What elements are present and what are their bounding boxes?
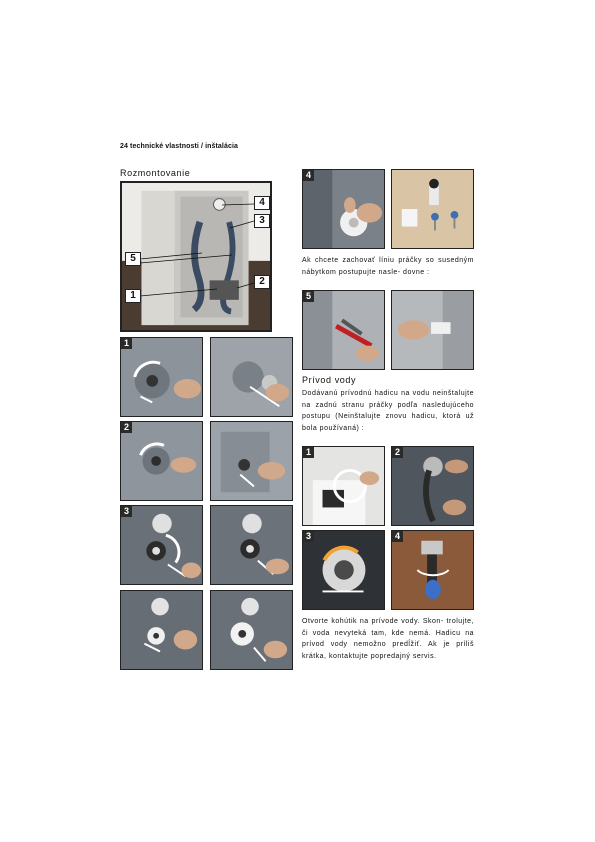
callout-2: 2	[254, 275, 270, 289]
unpack-step-1b-photo	[210, 337, 293, 417]
unpack-step-4b-photo	[210, 590, 293, 670]
step-4-cap-photo	[302, 169, 385, 249]
inlet-step-2-photo	[391, 446, 474, 526]
step-label: 2	[392, 447, 403, 458]
inlet-step-4-photo	[391, 530, 474, 610]
step-label: 3	[303, 531, 314, 542]
callout-3: 3	[254, 214, 270, 228]
machine-back-photo	[120, 181, 272, 332]
step-label: 1	[121, 338, 132, 349]
page-header: 24 technické vlastnosti / inštalácia	[120, 143, 238, 150]
unpack-step-1a-photo	[120, 337, 203, 417]
unpacking-title: Rozmontovanie	[120, 168, 191, 178]
unpack-step-3b-photo	[210, 505, 293, 585]
inlet-step-1-photo	[302, 446, 385, 526]
parts-photo	[391, 169, 474, 249]
step-label: 4	[392, 531, 403, 542]
furniture-line-text: Ak chcete zachovať líniu práčky so susedným nábytkom postupujte nasle- dovne :	[302, 257, 474, 276]
step-5-clip-photo	[391, 290, 474, 370]
water-inlet-title: Prívod vody	[302, 375, 357, 385]
step-label: 3	[121, 506, 132, 517]
unpack-step-2a-photo	[120, 421, 203, 501]
callout-4: 4	[254, 196, 270, 210]
callout-5: 5	[125, 252, 141, 266]
unpack-step-4a-photo	[120, 590, 203, 670]
water-inlet-text: Dodávanú prívodnú hadicu na vodu neinštalujte na zadnú stranu práčky podľa nasledujúceho postupu (Neinštalujte znovu hadicu, ktorá už bola používaná) :	[302, 390, 474, 432]
step-label: 4	[303, 170, 314, 181]
inlet-step-3-photo	[302, 530, 385, 610]
step-label: 5	[303, 291, 314, 302]
open-tap-text: Otvorte kohútik na prívode vody. Skon- trolujte, či voda nevyteká tam, kde nemá. Hadicu na prívod vody nemožno predĺžiť. Ak je príliš krátka, kontaktujte popredajný servis.	[302, 618, 474, 660]
unpack-step-3a-photo	[120, 505, 203, 585]
callout-1: 1	[125, 289, 141, 303]
step-5-pliers-photo	[302, 290, 385, 370]
step-label: 1	[303, 447, 314, 458]
step-label: 2	[121, 422, 132, 433]
unpack-step-2b-photo	[210, 421, 293, 501]
